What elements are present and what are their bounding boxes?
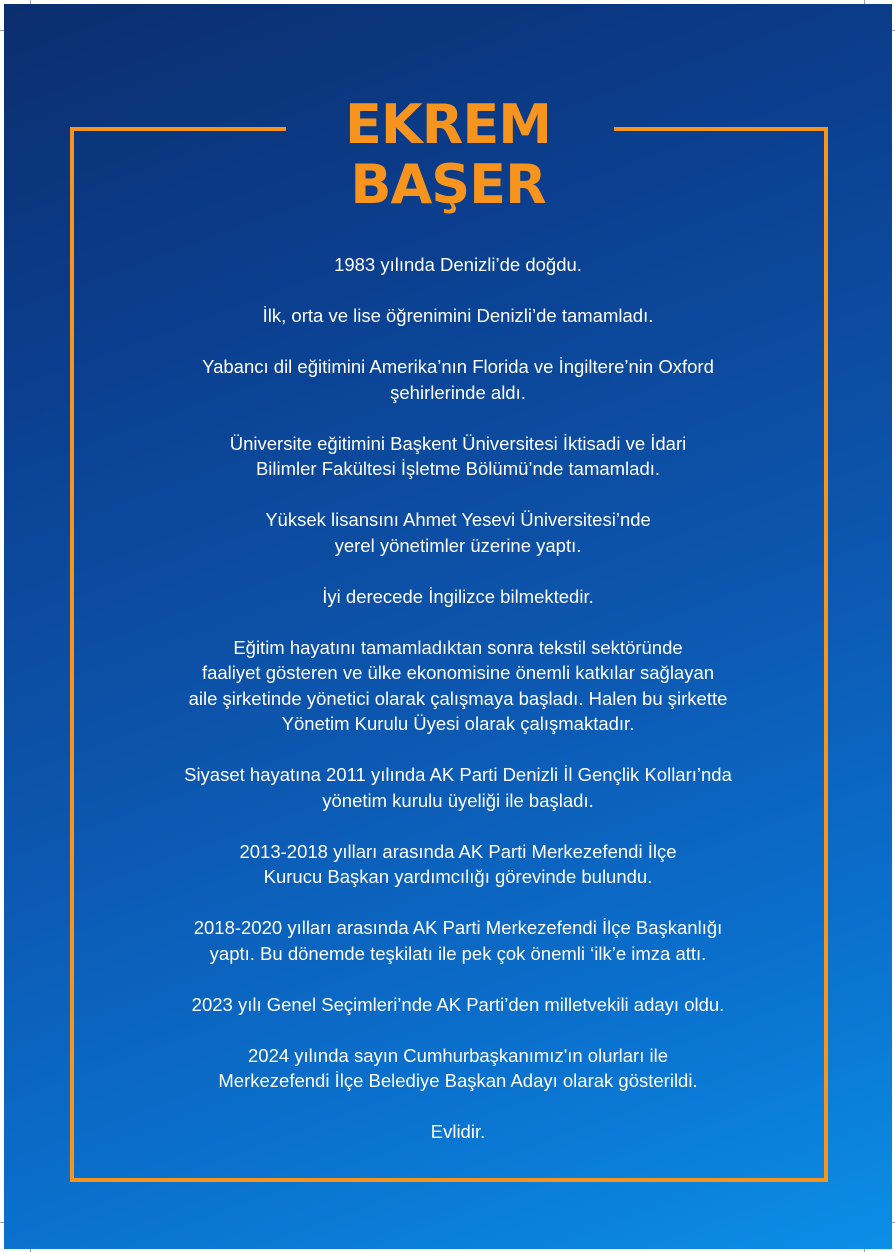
frame-left xyxy=(70,127,74,1182)
bio-paragraph xyxy=(94,762,822,813)
bio-line: Evlidir. xyxy=(430,1121,486,1142)
bio-line: Merkezefendi İlçe Belediye Başkan Adayı olarak gösterildi. xyxy=(218,1070,698,1091)
bio-line: Üniversite eğitimini Başkent Üniversitesi İktisadi ve İdari xyxy=(229,432,687,454)
bio-line: faaliyet gösteren ve ülke ekonomisine önemli katkılar sağlayan xyxy=(201,662,715,683)
bio-paragraph xyxy=(94,1043,822,1094)
bio-paragraph xyxy=(94,635,822,737)
bio-paragraph xyxy=(94,252,822,278)
name-first: EKREM xyxy=(345,93,551,156)
bio-line: yerel yönetimler üzerine yaptı. xyxy=(334,534,582,556)
bio-line: 2018-2020 yılları arasında AK Parti Merkezefendi İlçe Başkanlığı xyxy=(193,917,723,938)
bio-line: 1983 yılında Denizli’de doğdu. xyxy=(334,254,582,275)
bio-paragraph xyxy=(94,1119,822,1145)
bio-line: Siyaset hayatına 2011 yılında AK Parti Denizli İl Gençlik Kolları’nda xyxy=(184,764,732,785)
bio-paragraph xyxy=(94,303,822,329)
bio-paragraph xyxy=(94,584,822,610)
bio-line: aile şirketinde yönetici olarak çalışmaya başladı. Halen bu şirkette xyxy=(188,687,728,709)
biography-text xyxy=(94,252,822,1170)
bio-line: Kurucu Başkan yardımcılığı görevinde bulundu. xyxy=(263,866,653,887)
name-last: BAŞER xyxy=(350,153,546,216)
bio-paragraph xyxy=(94,915,822,966)
frame-right xyxy=(824,127,828,1182)
frame-bottom xyxy=(70,1178,828,1182)
bio-line: Bilimler Fakültesi İşletme Bölümü’nde tamamladı. xyxy=(255,458,661,479)
bio-paragraph xyxy=(94,992,822,1018)
bio-line: 2013-2018 yılları arasında AK Parti Merkezefendi İlçe xyxy=(239,840,677,862)
bio-line: Yabancı dil eğitimini Amerika’nın Florida ve İngiltere’nin Oxford xyxy=(202,356,714,377)
bio-line: yaptı. Bu dönemde teşkilatı ile pek çok önemli ‘ilk’e imza attı. xyxy=(209,942,707,964)
bio-line: yönetim kurulu üyeliği ile başladı. xyxy=(322,789,594,811)
bio-line: Yönetim Kurulu Üyesi olarak çalışmaktadır. xyxy=(281,713,635,734)
bio-line: İyi derecede İngilizce bilmektedir. xyxy=(322,585,594,607)
bio-paragraph xyxy=(94,839,822,890)
bio-panel xyxy=(4,4,892,1249)
bio-line: İlk, orta ve lise öğrenimini Denizli’de tamamladı. xyxy=(262,305,654,326)
bio-line: 2023 yılı Genel Seçimleri’nde AK Parti’den milletvekili adayı oldu. xyxy=(191,993,725,1015)
bio-line: Eğitim hayatını tamamladıktan sonra tekstil sektöründe xyxy=(233,636,683,658)
bio-line: Yüksek lisansını Ahmet Yesevi Üniversitesi’nde xyxy=(265,509,651,530)
bio-paragraph xyxy=(94,431,822,482)
bio-line: 2024 yılında sayın Cumhurbaşkanımız'ın olurları ile xyxy=(248,1044,668,1066)
bio-line: şehirlerinde aldı. xyxy=(390,381,526,403)
bio-paragraph xyxy=(94,354,822,405)
bio-paragraph xyxy=(94,507,822,558)
